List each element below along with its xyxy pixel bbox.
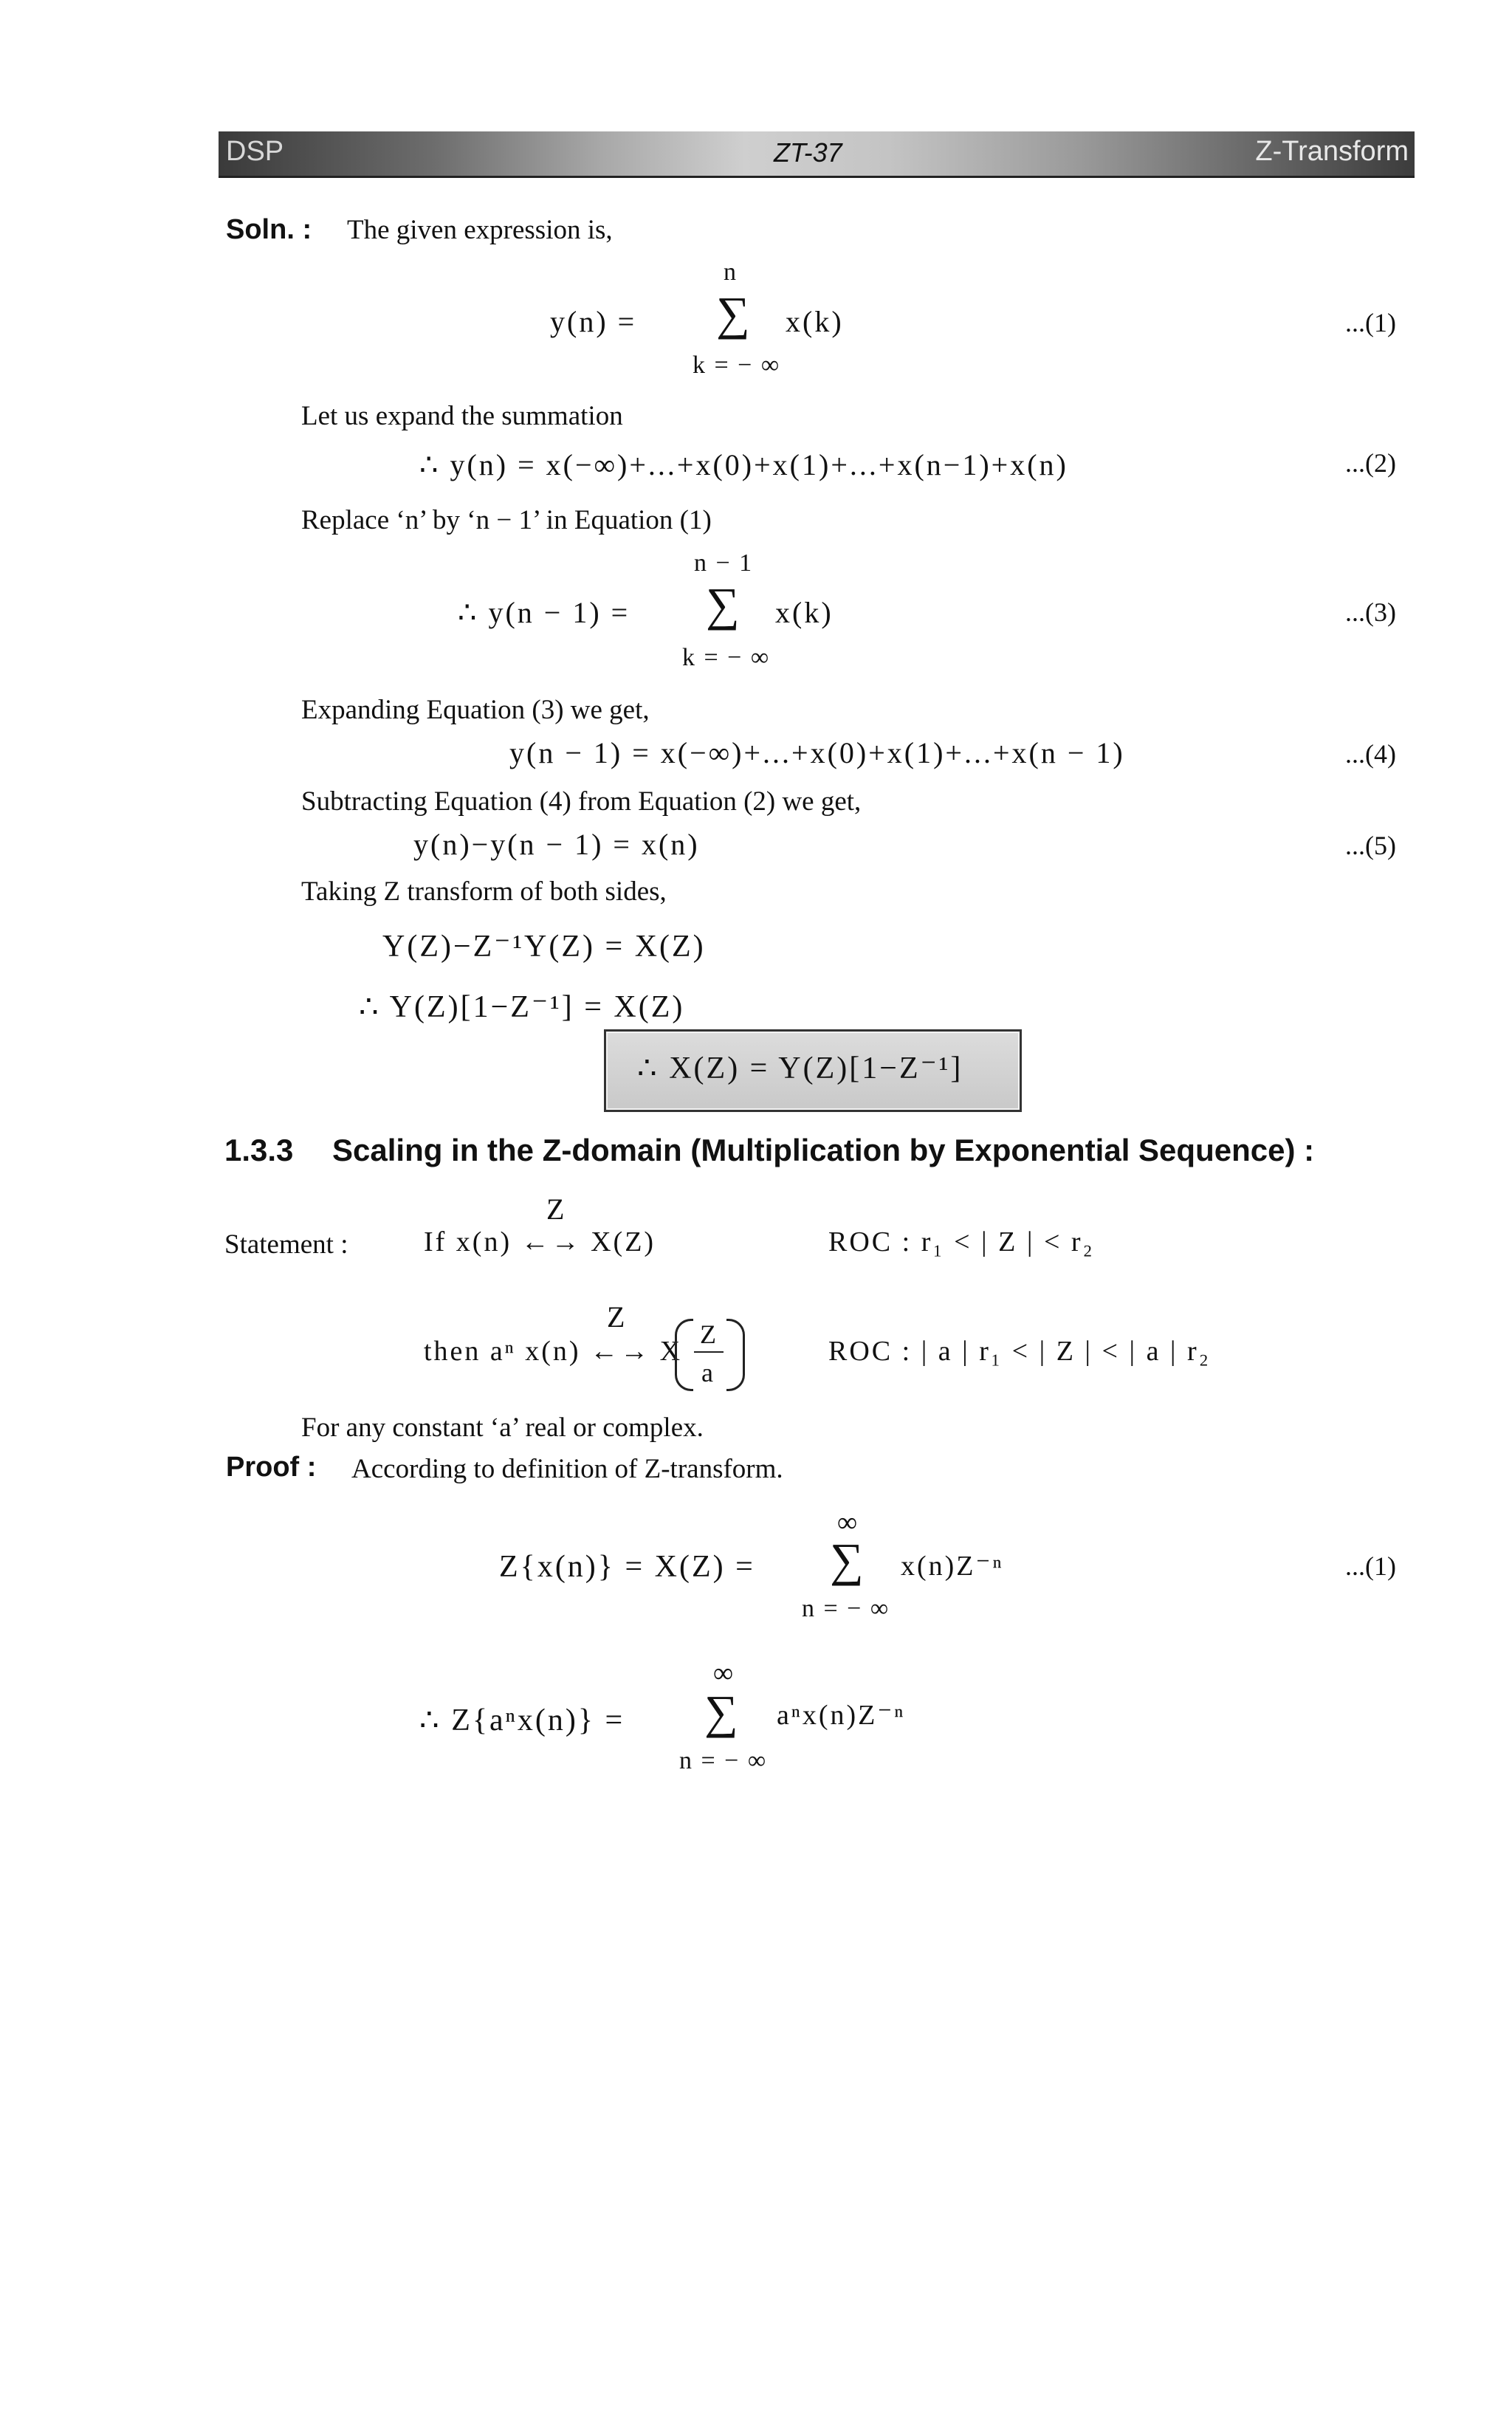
eq6: Y(Z)−Z⁻¹Y(Z) = X(Z) [382,930,706,964]
statement-then: then aⁿ x(n) ←→ X [424,1336,683,1367]
eq1-lower-limit: k = − ∞ [693,351,781,379]
text-replace: Replace ‘n’ by ‘n − 1’ in Equation (1) [301,505,712,535]
page-header [219,131,1415,178]
section-number: 1.3.3 [224,1133,294,1167]
eq1-term: x(k) [786,305,844,338]
text-expanding: Expanding Equation (3) we get, [301,695,650,725]
soln-intro: The given expression is, [347,215,613,245]
eq3-term: x(k) [775,596,834,629]
eq8-lhs: Z{x(n)} = X(Z) = [499,1550,755,1584]
boxed-result-text: ∴ X(Z) = Y(Z)[1−Z⁻¹] [637,1051,963,1085]
eq8-sigma: ∑ [830,1534,864,1586]
eq1-upper-limit: n [724,258,738,286]
page-number: ZT-37 [774,137,842,168]
eq9-lhs: ∴ Z{aⁿx(n)} = [419,1703,625,1737]
eq1-number: ...(1) [1345,308,1396,337]
eq7: ∴ Y(Z)[1−Z⁻¹] = X(Z) [359,990,685,1024]
eq5: y(n)−y(n − 1) = x(n) [413,828,700,861]
text-expand: Let us expand the summation [301,401,623,431]
eq9-sigma: ∑ [704,1686,738,1738]
header-chapter: Z-Transform [1255,136,1409,167]
eq2-number: ...(2) [1345,448,1396,478]
left-paren [675,1319,693,1391]
eq8-number: ...(1) [1345,1551,1396,1581]
section-title: Scaling in the Z-domain (Multiplication by Exponential Sequence) : [332,1133,1315,1167]
frac-denominator: a [701,1358,715,1387]
text-constant: For any constant ‘a’ real or complex. [301,1413,704,1443]
text-taking: Taking Z transform of both sides, [301,876,667,907]
proof-text: According to definition of Z-transform. [351,1454,783,1484]
text-subtract: Subtracting Equation (4) from Equation (2) we get, [301,786,862,817]
proof-label: Proof : [226,1452,317,1483]
statement-label: Statement : [224,1229,348,1260]
statement-roc1: ROC : r₁ < | Z | < r₂ [828,1226,1095,1257]
eq4: y(n − 1) = x(−∞)+...+x(0)+x(1)+...+x(n − 1) [509,736,1125,769]
boxed-result [604,1029,1022,1112]
eq3-lhs: ∴ y(n − 1) = [458,596,630,629]
eq8-upper-limit: ∞ [837,1507,859,1538]
eq9-upper-limit: ∞ [713,1658,735,1689]
eq5-number: ...(5) [1345,831,1396,860]
fraction-bar [694,1351,724,1353]
eq9-lower-limit: n = − ∞ [679,1747,768,1774]
eq2: ∴ y(n) = x(−∞)+...+x(0)+x(1)+...+x(n−1)+x(n) [419,448,1068,481]
eq3-lower-limit: k = − ∞ [682,644,771,671]
eq1-lhs: y(n) = [550,305,637,338]
eq3-number: ...(3) [1345,597,1396,627]
header-left: DSP [226,136,284,167]
eq1-sigma: ∑ [716,287,750,340]
statement-roc2: ROC : | a | r₁ < | Z | < | a | r₂ [828,1336,1211,1367]
statement-z2: Z [607,1300,627,1334]
eq4-number: ...(4) [1345,739,1396,769]
right-paren [726,1319,745,1391]
eq9-term: aⁿx(n)Z⁻ⁿ [777,1700,906,1731]
soln-label: Soln. : [226,214,312,245]
frac-numerator: Z [700,1320,718,1349]
statement-line1: If x(n) ←→ X(Z) [424,1226,656,1257]
eq8-term: x(n)Z⁻ⁿ [901,1551,1004,1582]
eq3-sigma: ∑ [706,578,740,631]
eq3-upper-limit: n − 1 [694,549,754,577]
statement-z1: Z [546,1193,566,1226]
eq8-lower-limit: n = − ∞ [802,1595,890,1622]
